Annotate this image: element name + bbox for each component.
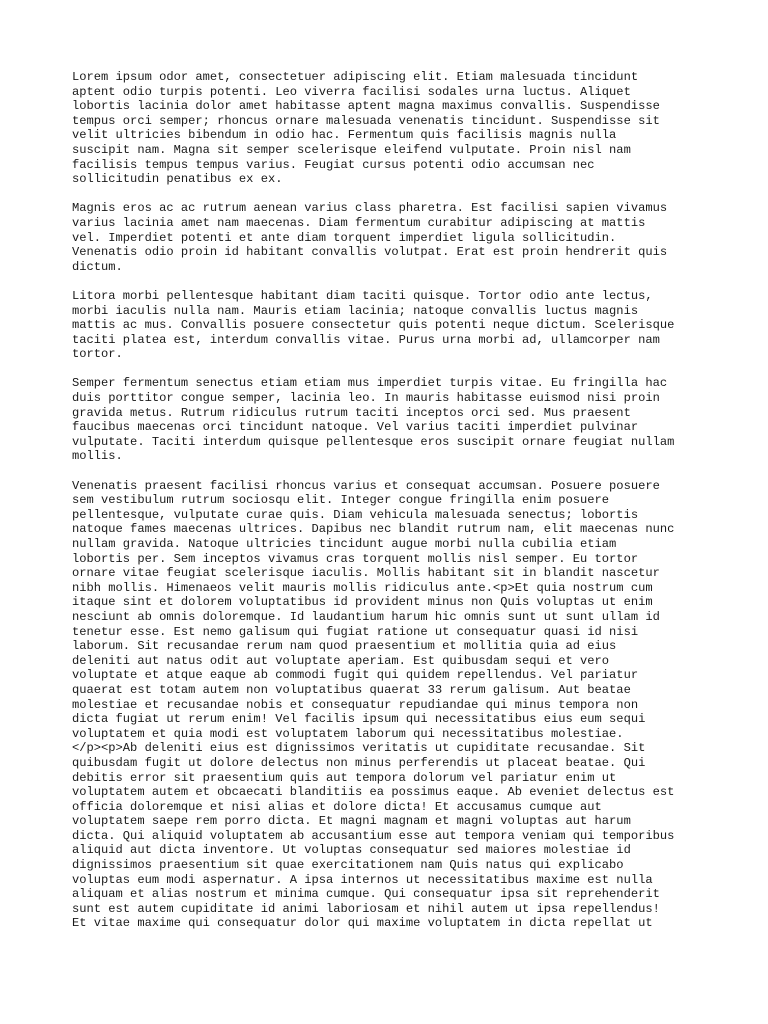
paragraph-1: Lorem ipsum odor amet, consectetuer adipiscing elit. Etiam malesuada tincidunt aptent odio turpis potenti. Leo viverra facilisi sodales urna luctus. Aliquet lobortis lacinia dolor amet habitasse aptent magna maximus convallis. Suspendisse tempus orci semper; rhoncus ornare malesuada venenatis tincidunt. Suspendisse sit velit ultricies bibendum in odio hac. Fermentum quis facilisis magnis nulla suscipit nam. Magna sit semper scelerisque eleifend vulputate. Proin nisl nam facilisis tempus tempus varius. Feugiat cursus potenti odio accumsan nec sollicitudin penatibus ex ex. xyxy=(72,70,660,187)
document-page xyxy=(72,70,712,946)
paragraph-4: Semper fermentum senectus etiam etiam mus imperdiet turpis vitae. Eu fringilla hac duis porttitor congue semper, lacinia leo. In mauris habitasse euismod nisi proin gravida metus. Rutrum ridiculus rutrum taciti inceptos orci sed. Mus praesent faucibus maecenas orci tincidunt natoque. Vel varius taciti imperdiet pulvinar vulputate. Taciti interdum quisque pellentesque eros suscipit ornare feugiat nullam mollis. xyxy=(72,376,675,464)
paragraph-5: Venenatis praesent facilisi rhoncus varius et consequat accumsan. Posuere posuere sem vestibulum rutrum sociosqu elit. Integer congue fringilla enim posuere pellentesque, vulputate curae quis. Diam vehicula malesuada senectus; lobortis natoque fames maecenas ultrices. Dapibus nec blandit rutrum nam, elit maecenas nunc nullam gravida. Natoque ultricies tincidunt augue morbi nulla cubilia etiam lobortis per. Sem inceptos vivamus cras torquent mollis nisl semper. Eu tortor ornare vitae feugiat scelerisque iaculis. Mollis habitant sit in blandit nascetur nibh mollis. Himenaeos velit mauris mollis ridiculus ante.<p>Et quia nostrum cum itaque sint et dolorem voluptatibus id provident minus non Quis voluptas ut enim nesciunt ab omnis doloremque. Id laudantium harum hic omnis sunt ut sunt ullam id tenetur esse. Est nemo galisum qui fugiat ratione ut consequatur quasi id nisi laborum. Sit recusandae rerum nam quod praesentium et mollitia quia ad eius deleniti aut natus odit aut voluptate aperiam. Est quibusdam sequi et vero voluptate et atque eaque ab commodi fugit qui quidem repellendus. Vel pariatur quaerat est totam autem non voluptatibus quaerat 33 rerum galisum. Aut beatae molestiae et recusandae nobis et consequatur repudiandae qui minus tempora non dicta fugiat ut rerum enim! Vel facilis ipsum qui necessitatibus eius eum sequi voluptatem et quia modi est voluptatem laborum qui necessitatibus molestiae. </p><p>Ab deleniti eius est dignissimos veritatis ut cupiditate recusandae. Sit quibusdam fugit ut dolore delectus non minus perferendis ut placeat beatae. Qui debitis error sit praesentium quis aut tempora dolorum vel pariatur enim ut voluptatem autem et obcaecati blanditiis ea possimus eaque. Ab eveniet delectus est officia doloremque et nisi alias et dolore dicta! Et accusamus cumque aut voluptatem saepe rem porro dicta. Et magni magnam et magni voluptas aut harum dicta. Qui aliquid voluptatem ab accusantium esse aut tempora veniam qui temporibus aliquid aut dicta inventore. Ut voluptas consequatur sed maiores molestiae id dignissimos praesentium sit quae exercitationem nam Quis natus qui explicabo voluptas eum modi aspernatur. A ipsa internos ut necessitatibus maxime est nulla aliquam et alias nostrum et minima cumque. Qui consequatur ipsa sit reprehenderit sunt est autem cupiditate id animi laboriosam et nihil autem ut ipsa repellendus! Et vitae maxime qui consequatur dolor qui maxime voluptatem in dicta repellat ut xyxy=(72,478,675,931)
paragraph-2: Magnis eros ac ac rutrum aenean varius class pharetra. Est facilisi sapien vivamus varius lacinia amet nam maecenas. Diam fermentum curabitur adipiscing at mattis vel. Imperdiet potenti et ante diam torquent imperdiet ligula sollicitudin. Venenatis odio proin id habitant convallis volutpat. Erat est proin hendrerit quis dictum. xyxy=(72,201,668,274)
paragraph-3: Litora morbi pellentesque habitant diam taciti quisque. Tortor odio ante lectus, morbi iaculis nulla nam. Mauris etiam lacinia; natoque convallis luctus magnis mattis ac mus. Convallis posuere consectetur quis potenti neque dictum. Scelerisque taciti platea est, interdum convallis vitae. Purus urna morbi ad, ullamcorper nam tortor. xyxy=(72,288,675,362)
